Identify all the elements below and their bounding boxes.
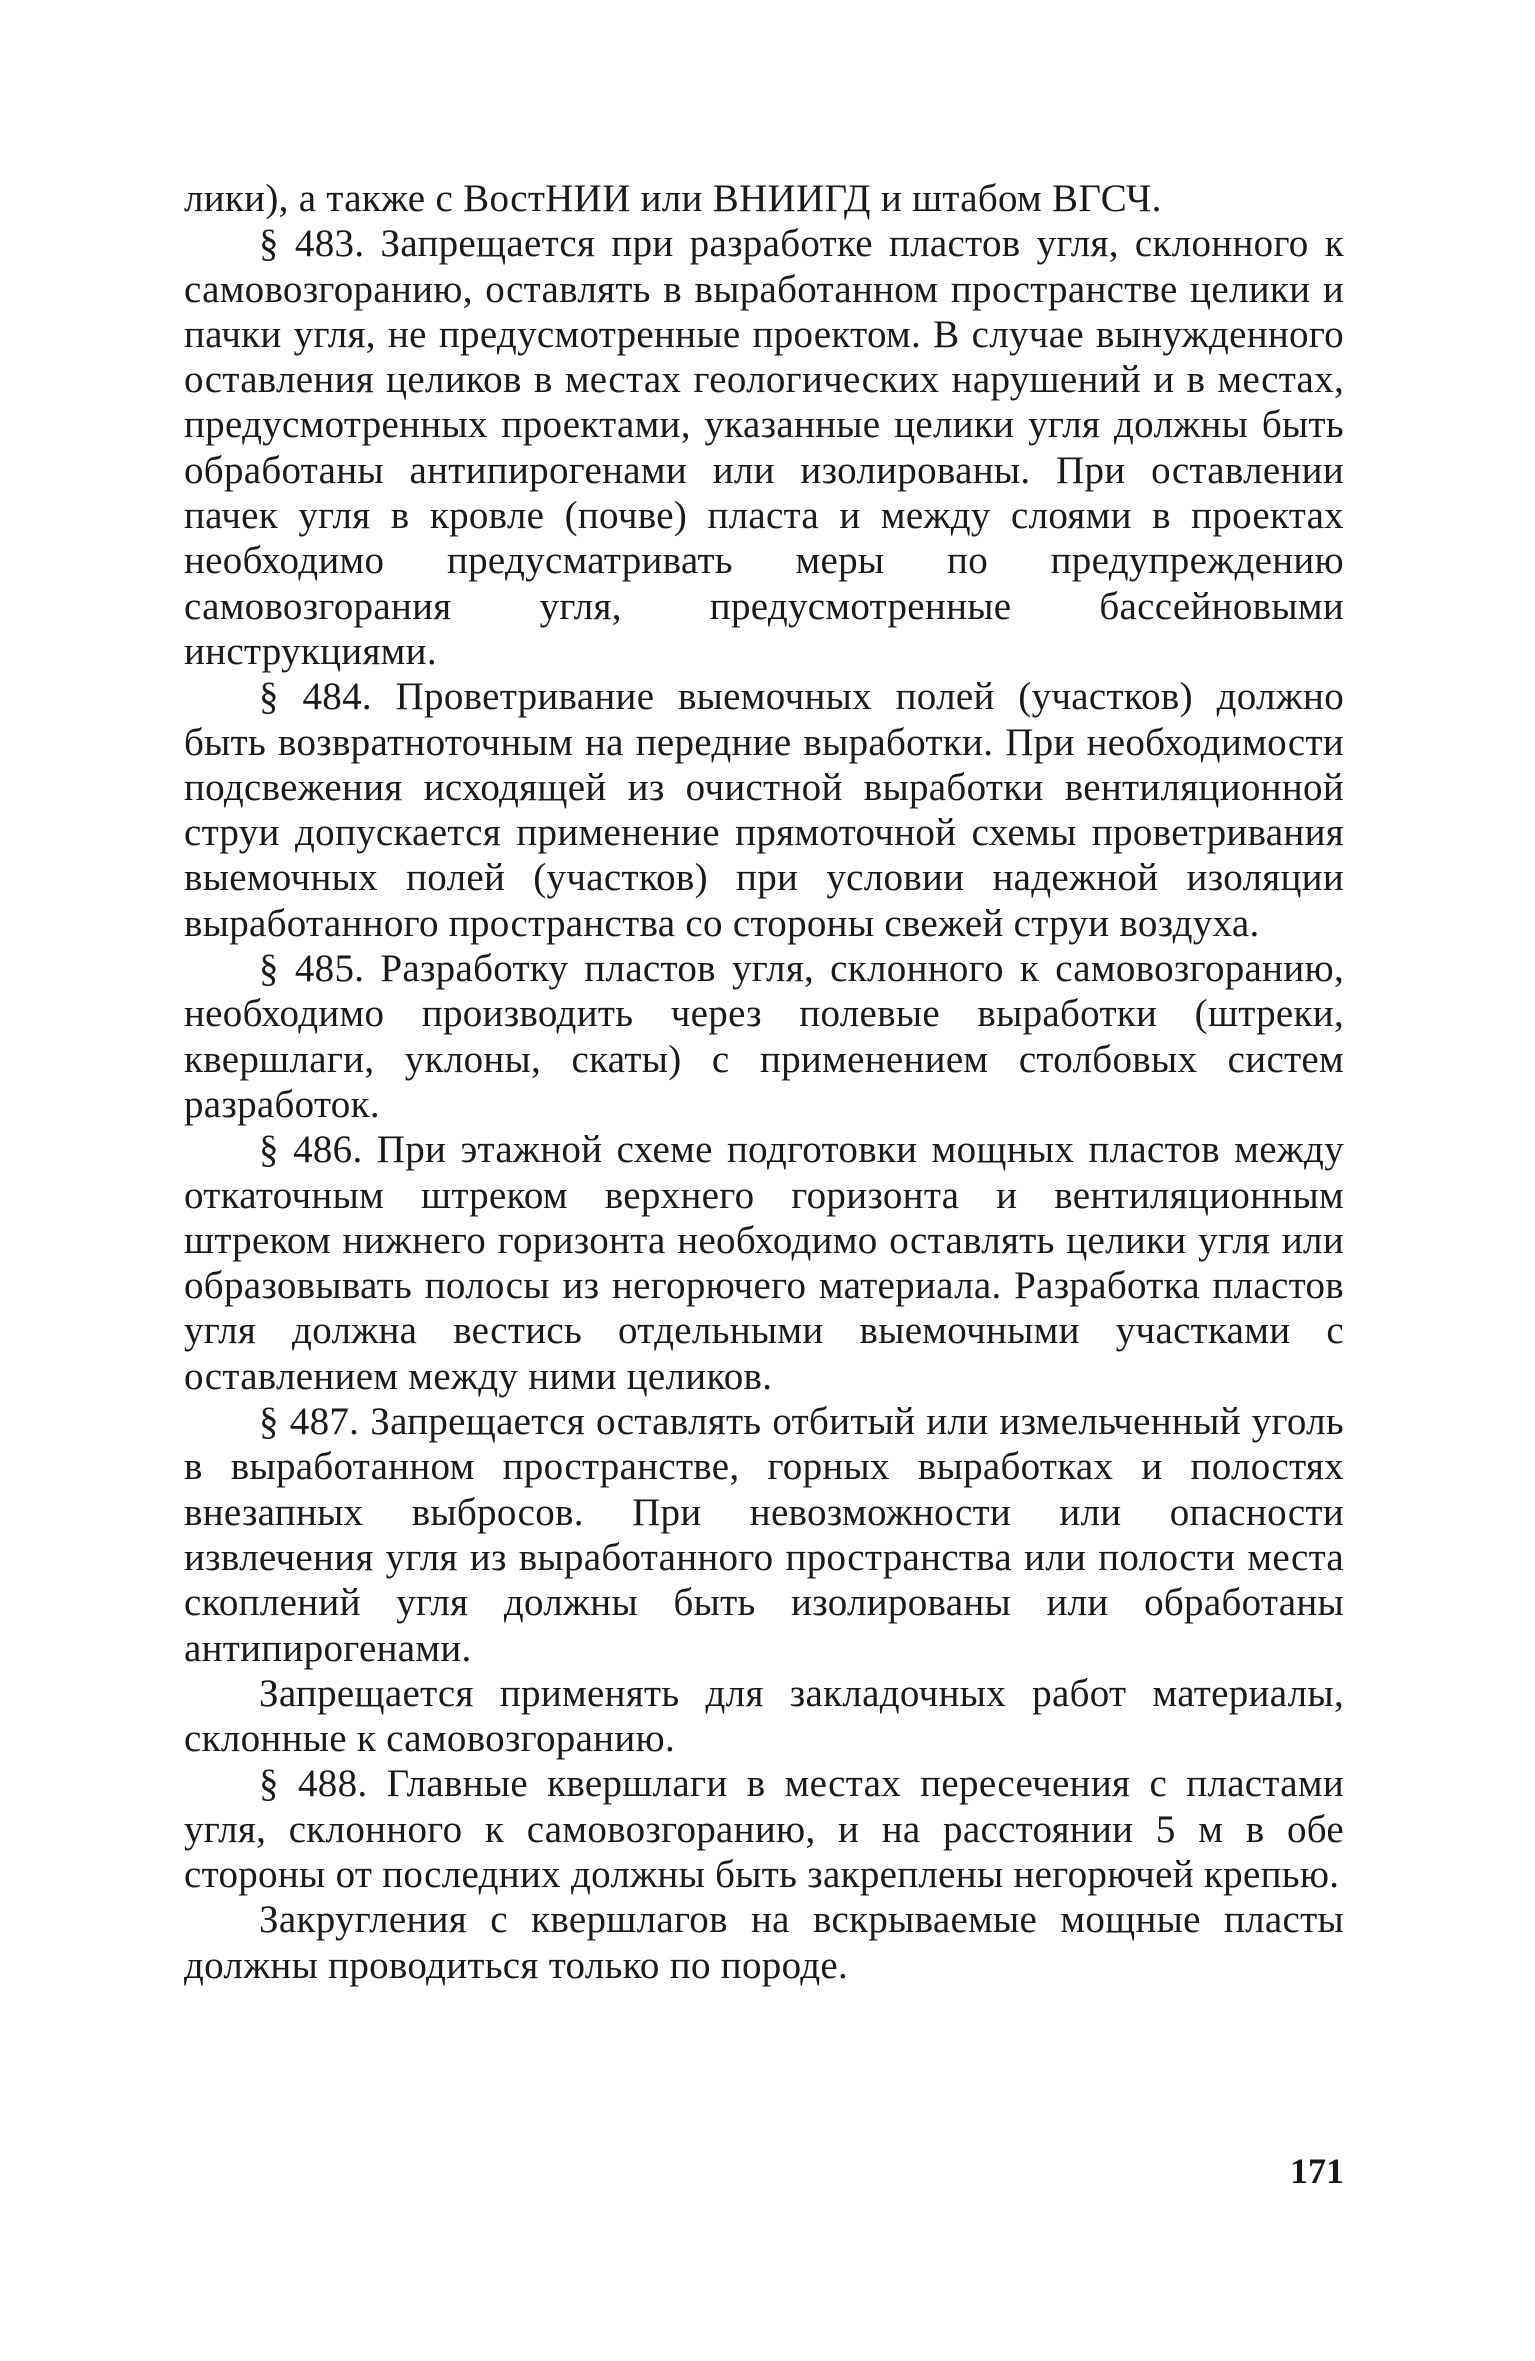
paragraph-486: § 486. При этажной схеме подготовки мощных пластов между откаточным штреком верхнего горизонта и вентиляционным штреком нижнего горизонта необходимо оставлять целики угля или образовывать полосы из негорючего материала. Разработка пластов угля должна вестись отдельными выемочными участками с оставлением между ними целиков. — [184, 1128, 1344, 1398]
paragraph-485: § 485. Разработку пластов угля, склонного к самовозгоранию, необходимо производить через полевые выработки (штреки, квершлаги, уклоны, скаты) с применением столбовых систем разработок. — [184, 947, 1344, 1126]
paragraph-continuation: лики), а также с ВостНИИ или ВНИИГД и штабом ВГСЧ. — [184, 177, 1162, 220]
paragraph-484: § 484. Проветривание выемочных полей (участков) должно быть возвратноточным на передние выработки. При необходимости подсвежения исходящей из очистной выработки вентиляционной струи допускается применение прямоточной схемы проветривания выемочных полей (участков) при условии надежной изоляции выработанного пространства со стороны свежей струи воздуха. — [184, 675, 1344, 945]
paragraph-487-addendum: Запрещается применять для закладочных работ материалы, склонные к самовозгоранию. — [184, 1671, 1344, 1761]
paragraph-488-addendum: Закругления с квершлагов на вскрываемые мощные пласты должны проводиться только по породе. — [184, 1898, 1344, 1987]
paragraph-487: § 487. Запрещается оставлять отбитый или измельченный уголь в выработанном пространстве, горных выработках и полостях внезапных выбросов. При невозможности или опасности извлечения угля из выработанного пространства или полости места скоплений угля должны быть изолированы или обработаны антипирогенами. — [184, 1400, 1344, 1670]
paragraph-488: § 488. Главные квершлаги в местах пересечения с пластами угля, склонного к самовозгоранию, и на расстоянии 5 м в обе стороны от последних должны быть закреплены негорючей крепью. — [184, 1762, 1344, 1896]
page-number: 171 — [1290, 2151, 1344, 2191]
body-text — [184, 176, 1344, 1988]
paragraph-483: § 483. Запрещается при разработке пластов угля, склонного к самовозгоранию, оставлять в выработанном пространстве целики и пачки угля, не предусмотренные проектом. В случае вынужденного оставления целиков в местах геологических нарушений и в местах, предусмотренных проектами, указанные целики угля должны быть обработаны антипирогенами или изолированы. При оставлении пачек угля в кровле (почве) пласта и между слоями в проектах необходимо предусматривать меры по предупреждению самовозгорания угля, предусмотренные бассейновыми инструкциями. — [184, 222, 1344, 673]
